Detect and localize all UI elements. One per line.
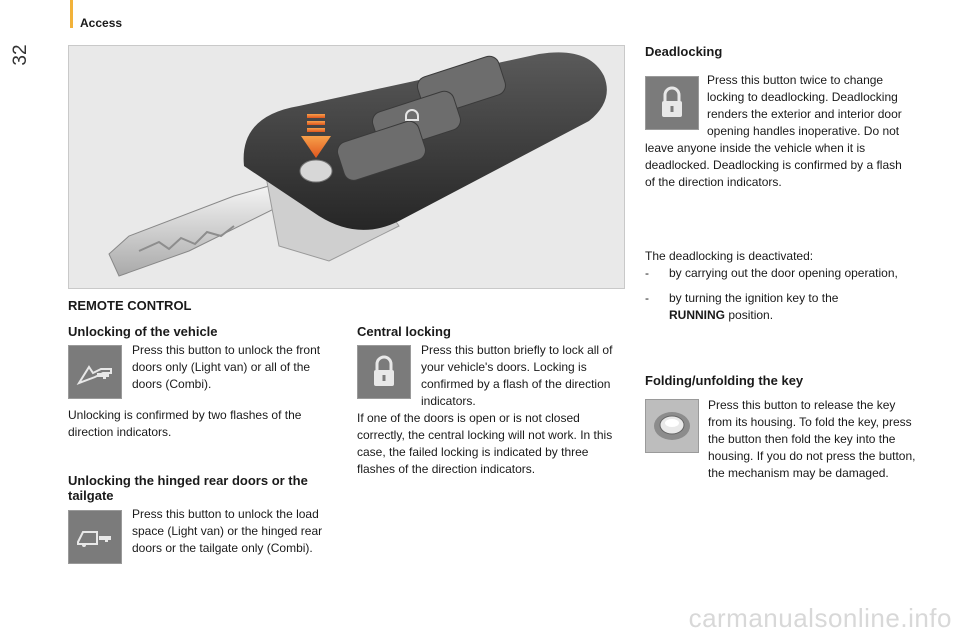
central-locking-note: If one of the doors is open or is not closed correctly, the central locking will not work. In this case, the failed locking is indicated by three flashes of the direction indicators. <box>357 411 613 476</box>
unlocking-button-text: Press this button to unlock the front doors only (Light van) or all of the doors (Combi). <box>132 343 321 391</box>
item-text-prefix: by turning the ignition key to the <box>669 291 839 305</box>
deadlocking-button-text <box>645 72 915 191</box>
central-locking-button-text: Press this button briefly to lock all of your vehicle's doors. Locking is confirmed by a flash of the direction indicators. <box>421 343 613 408</box>
deactivated-item <box>645 265 915 282</box>
van-key-glyph <box>75 522 115 552</box>
section-accent-bar <box>70 0 73 28</box>
folding-button-text: Press this button to release the key from its housing. To fold the key, press the button then fold the key into the housing. If you do not press the button, the mechanism may be damaged. <box>708 398 916 480</box>
remote-key-photo <box>68 45 625 289</box>
deactivated-item-text <box>669 290 838 324</box>
watermark: carmanualsonline.info <box>688 603 952 633</box>
arrow-stripe <box>307 121 325 125</box>
unlocking-note: Unlocking is confirmed by two flashes of the direction indicators. <box>68 408 302 439</box>
page-number: 32 <box>10 44 31 66</box>
deactivated-intro: The deadlocking is deactivated: <box>645 249 814 263</box>
central-locking-heading: Central locking <box>357 324 451 339</box>
deadlocking-text: Press this button twice to change locking to deadlocking. Deadlocking renders the exterior and interior door opening handles inoperative. Do not leave anyone inside the vehicle when it is deadlocked. Deadlocking is confirmed by a flash of the direction indicators. <box>645 73 902 189</box>
unlocking-heading: Unlocking of the vehicle <box>68 324 218 339</box>
arrow-stripe <box>307 128 325 132</box>
padlock-icon <box>357 345 411 399</box>
remote-control-title: REMOTE CONTROL <box>68 298 192 313</box>
key-blade <box>109 186 284 276</box>
deactivated-item-text: by carrying out the door opening operation, <box>669 266 898 280</box>
van-key-icon <box>68 510 122 564</box>
rear-doors-button-text: Press this button to unlock the load space (Light van) or the hinged rear doors or the tailgate only (Combi). <box>132 507 323 555</box>
section-title: Access <box>80 16 123 30</box>
release-button-icon <box>645 399 699 453</box>
running-suffix: position. <box>728 308 774 322</box>
rear-doors-heading: Unlocking the hinged rear doors or the tailgate <box>68 473 308 503</box>
unlock-key-glyph <box>75 357 115 387</box>
remote-key-illustration <box>69 46 625 289</box>
release-button <box>300 160 332 182</box>
list-dash: - <box>645 266 649 280</box>
deadlocking-heading: Deadlocking <box>645 44 723 59</box>
arrow-stripe <box>307 114 325 118</box>
release-button-glyph <box>651 407 693 445</box>
running-word: RUNNING <box>669 308 725 322</box>
list-dash: - <box>645 291 649 305</box>
padlock-glyph <box>369 354 399 390</box>
deactivated-item <box>645 290 915 324</box>
deadlocking-deactivated <box>645 248 915 324</box>
folding-heading: Folding/unfolding the key <box>645 373 804 388</box>
unlock-key-icon <box>68 345 122 399</box>
